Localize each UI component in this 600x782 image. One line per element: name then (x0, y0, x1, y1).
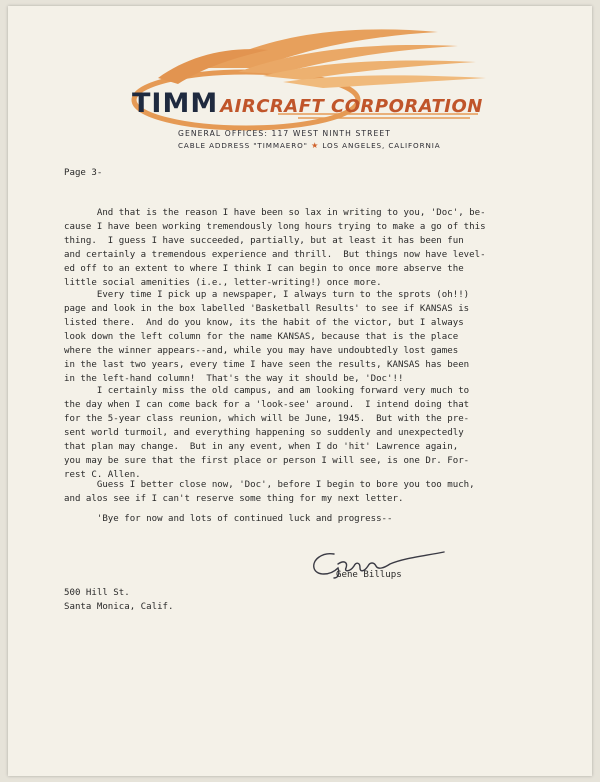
company-name (132, 88, 483, 119)
general-offices: GENERAL OFFICES: 117 WEST NINTH STREET (178, 129, 392, 138)
address-line-1: 500 Hill St. (64, 588, 130, 598)
text-line: and alos see if I can't reserve some thing for my next letter. (64, 494, 404, 504)
paragraph-4 (64, 480, 475, 508)
text-line: thing. I guess I have succeeded, partially, but at least it has been fun (64, 236, 464, 246)
cable-address-text: CABLE ADDRESS "TIMMAERO" (178, 141, 308, 150)
letter-page (8, 6, 592, 776)
paragraph-1 (64, 208, 486, 292)
paragraph-2 (64, 290, 469, 388)
text-line: where the winner appears--and, while you may have undoubtedly lost games (64, 346, 459, 356)
page-number: Page 3- (64, 168, 103, 178)
paragraph-3 (64, 386, 469, 484)
text-line: in the left-hand column! That's the way it should be, 'Doc'!! (64, 374, 404, 384)
text-line: Every time I pick up a newspaper, I always turn to the sprots (oh!!) (64, 290, 470, 300)
text-line: And that is the reason I have been so lax in writing to you, 'Doc', be- (64, 208, 486, 218)
text-line: you may be sure that the first place or person I will see, is one Dr. For- (64, 456, 470, 466)
text-line: look down the left column for the name KANSAS, because that is the place (64, 332, 459, 342)
company-timm: TIMM (132, 88, 219, 119)
text-line: page and look in the box labelled 'Basketball Results' to see if KANSAS is (64, 304, 470, 314)
text-line: Guess I better close now, 'Doc', before I begin to bore you too much, (64, 480, 475, 490)
wing-feathers (158, 29, 486, 88)
text-line: for the 5-year class reunion, which will be June, 1945. But with the pre- (64, 414, 470, 424)
text-line: I certainly miss the old campus, and am looking forward very much to (64, 386, 470, 396)
text-line: rest C. Allen. (64, 470, 141, 480)
text-line: cause I have been working tremendously long hours trying to make a go of this (64, 222, 486, 232)
text-line: and certainly a tremendous experience and thrill. But things now have level- (64, 250, 486, 260)
letterhead (8, 6, 592, 156)
star-icon: ★ (311, 141, 320, 150)
text-line: 'Bye for now and lots of continued luck and progress-- (64, 514, 393, 524)
city-text: LOS ANGELES, CALIFORNIA (322, 141, 441, 150)
text-line: little social amenities (i.e., letter-writing!) once more. (64, 278, 382, 288)
signer-name: Gene Billups (336, 570, 402, 580)
text-line: listed there. And do you know, its the habit of the victor, but I always (64, 318, 464, 328)
text-line: the day when I can come back for a 'look-see' around. I intend doing that (64, 400, 470, 410)
text-line: in the last two years, every time I have seen the results, KANSAS has been (64, 360, 470, 370)
return-address (64, 586, 174, 614)
text-line: ed off to an extent to where I think I can begin to once more abserve the (64, 264, 464, 274)
text-line: that plan may change. But in any event, when I do 'hit' Lawrence again, (64, 442, 459, 452)
cable-address (178, 141, 508, 150)
address-line-2: Santa Monica, Calif. (64, 602, 174, 612)
paragraph-5 (64, 514, 393, 528)
text-line: sent world turmoil, and everything happening so suddenly and unexpectedly (64, 428, 464, 438)
company-aircraft-corporation: AIRCRAFT CORPORATION (220, 96, 483, 117)
